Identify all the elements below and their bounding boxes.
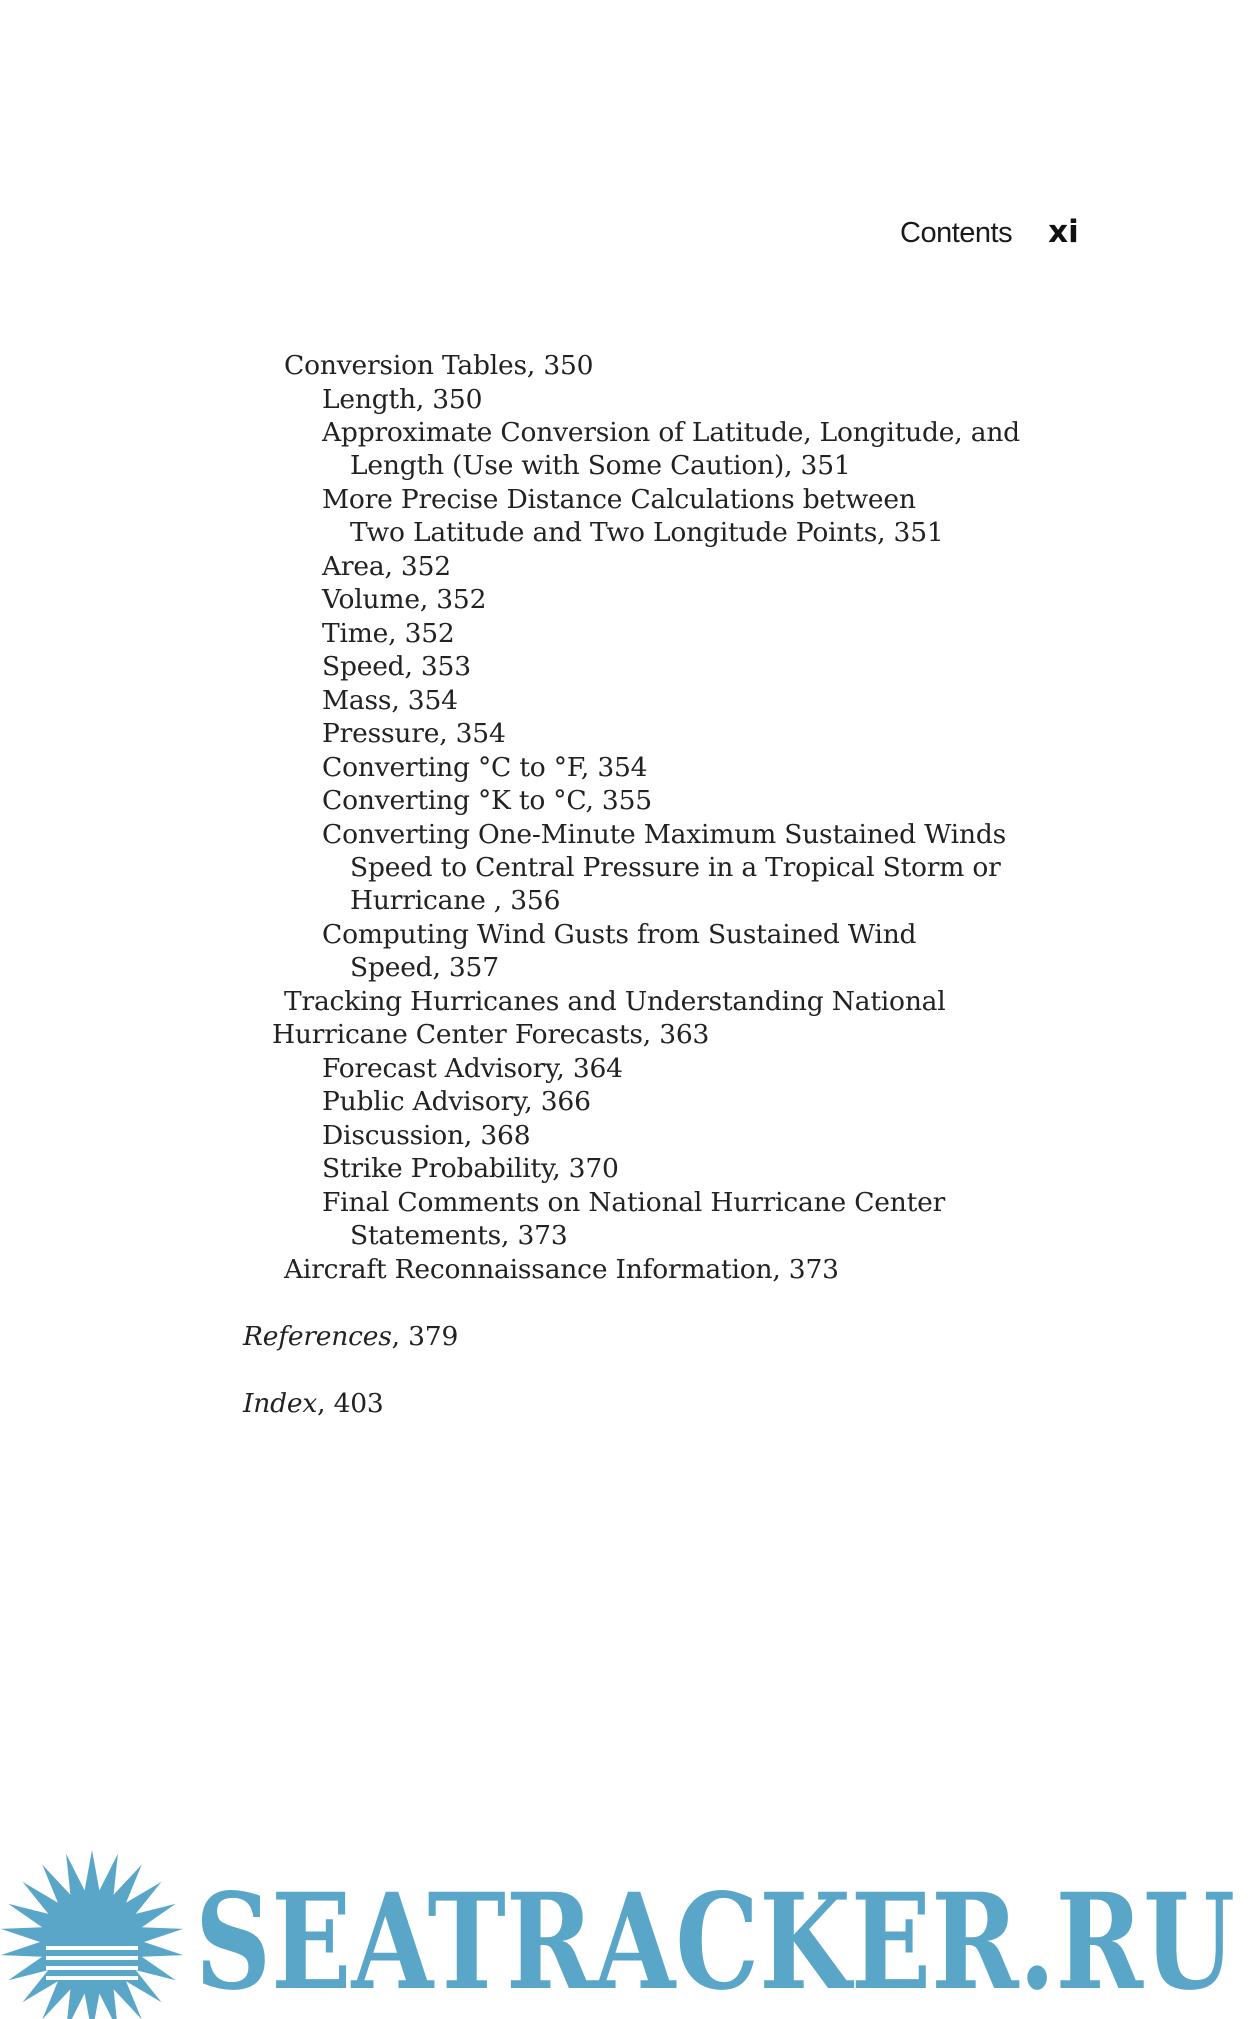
sun-disc <box>46 1896 138 1988</box>
chapter-title: Index <box>243 1388 318 1419</box>
toc-entry: Volume, 352 <box>322 584 487 615</box>
chapter-page: , 379 <box>391 1321 459 1352</box>
toc-entry: Converting °C to °F, 354 <box>322 752 648 783</box>
toc-entry: Public Advisory, 366 <box>322 1086 591 1117</box>
toc-entry: Area, 352 <box>322 551 451 582</box>
chapter-title: References <box>243 1321 392 1352</box>
section-title: Contents <box>900 217 1013 249</box>
toc-entry: Computing Wind Gusts from Sustained Wind <box>322 919 917 950</box>
toc-entry: Final Comments on National Hurricane Center <box>322 1187 946 1218</box>
chapter-page: , 403 <box>317 1388 384 1419</box>
toc-entry: Strike Probability, 370 <box>322 1153 619 1184</box>
toc-chapter-index <box>243 1387 384 1421</box>
toc-entry: Speed, 353 <box>322 651 471 682</box>
toc-entry: Converting One-Minute Maximum Sustained Winds <box>322 819 1006 850</box>
sun-stripe <box>46 1966 138 1970</box>
toc-entry-continued: Two Latitude and Two Longitude Points, 351 <box>350 517 944 548</box>
toc-entry: More Precise Distance Calculations between <box>322 484 916 515</box>
watermark-banner <box>0 1830 1253 2019</box>
toc-entry: Discussion, 368 <box>322 1120 531 1151</box>
toc-entry: Forecast Advisory, 364 <box>322 1053 623 1084</box>
watermark-text: SEATRACKER.RU <box>195 1865 1235 2019</box>
toc-entry: Converting °K to °C, 355 <box>322 785 652 816</box>
toc-entry-continued: Speed to Central Pressure in a Tropical Storm or <box>350 852 1001 883</box>
toc-entry: Pressure, 354 <box>322 718 506 749</box>
page-number: xi <box>1048 214 1079 250</box>
toc-chapter-references <box>243 1320 458 1354</box>
toc-entry: Time, 352 <box>322 618 455 649</box>
sun-stripe <box>46 1946 138 1950</box>
running-header <box>900 214 1079 250</box>
toc-entry: Tracking Hurricanes and Understanding National <box>284 986 946 1017</box>
toc-entry-continued: Hurricane , 356 <box>350 885 561 916</box>
sun-stripe <box>46 1976 138 1980</box>
toc-entry: Conversion Tables, 350 <box>284 350 594 381</box>
watermark-graphic <box>0 1830 1253 2019</box>
toc-entry-continued: Length (Use with Some Caution), 351 <box>350 450 851 481</box>
toc-entry-continued: Hurricane Center Forecasts, 363 <box>272 1019 710 1050</box>
toc-entry: Length, 350 <box>322 384 483 415</box>
sun-stripe <box>46 1956 138 1960</box>
toc-entry-continued: Statements, 373 <box>350 1220 568 1251</box>
toc-entry: Approximate Conversion of Latitude, Longitude, and <box>322 417 1020 448</box>
toc-entry: Mass, 354 <box>322 685 458 716</box>
toc-entry-continued: Speed, 357 <box>350 952 499 983</box>
toc-entry: Aircraft Reconnaissance Information, 373 <box>284 1254 839 1285</box>
sun-icon <box>1 1850 183 2019</box>
